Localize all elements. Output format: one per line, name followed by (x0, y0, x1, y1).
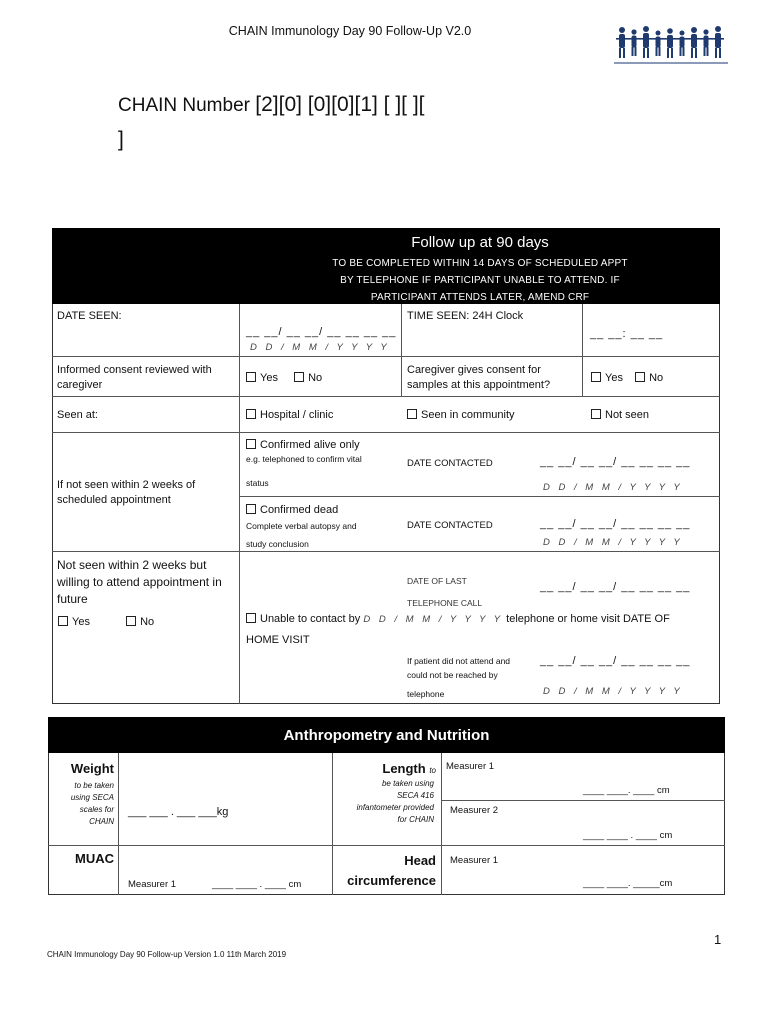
option-label: Confirmed alive only (260, 439, 360, 451)
date-seen-label: DATE SEEN: (57, 310, 122, 322)
column-divider (401, 304, 402, 396)
confirmed-dead-option (246, 503, 338, 518)
date-contacted-field[interactable]: __ __/ __ __/ __ __ __ __ (540, 456, 691, 468)
willing-options (58, 615, 154, 630)
length-measurer-1-field[interactable]: ____ ____. ____ cm (583, 785, 670, 796)
length-measurer-1-label: Measurer 1 (446, 761, 495, 772)
checkbox[interactable] (591, 372, 601, 382)
seen-at-label: Seen at: (57, 409, 98, 421)
confirmed-dead-note: study conclusion (246, 539, 309, 549)
muac-field[interactable]: ____ ____ . ____ cm (212, 879, 302, 890)
date-format-hint: D D / M M / Y Y Y Y (543, 686, 683, 697)
muac-label: MUAC (75, 851, 114, 866)
column-divider (239, 304, 240, 704)
length-note (334, 778, 434, 826)
caregiver-consent-options (591, 371, 663, 386)
document-header-title: CHAIN Immunology Day 90 Follow-Up V2.0 (228, 24, 472, 38)
willing-label: Not seen within 2 weeks but willing to attend appointment in future (57, 558, 222, 606)
length-measurer-2-label: Measurer 2 (450, 805, 499, 816)
did-not-attend-note: could not be reached by (407, 670, 498, 680)
option-label-cont: telephone or home visit DATE OF (506, 613, 670, 625)
did-not-attend-note: If patient did not attend and (407, 656, 511, 666)
no-option-label: No (308, 372, 323, 384)
date-format-hint: D D / M M / Y Y Y Y (250, 342, 390, 353)
chain-number-label: CHAIN Number (118, 95, 250, 116)
row-divider (52, 551, 720, 552)
row-divider (48, 845, 725, 846)
option-label: Unable to contact by (260, 613, 361, 625)
option-label: Hospital / clinic (260, 409, 334, 421)
note-line: to be taken (74, 781, 114, 790)
chain-number-value[interactable]: [2][0] [0][0][1] [ ][ ][ (255, 93, 425, 116)
confirmed-alive-option (246, 438, 360, 453)
page-number: 1 (714, 932, 722, 947)
date-seen-field[interactable]: __ __/ __ __/ __ __ __ __ (246, 326, 397, 338)
date-contacted-field[interactable]: __ __/ __ __/ __ __ __ __ (540, 518, 691, 530)
note-line: infantometer provided (356, 803, 434, 812)
date-format-hint: D D / M M / Y Y Y Y (543, 482, 683, 493)
row-divider (441, 800, 725, 801)
row-divider (52, 396, 720, 397)
checkbox[interactable] (591, 409, 601, 419)
checkbox[interactable] (246, 439, 256, 449)
checkbox[interactable] (246, 409, 256, 419)
weight-note (48, 780, 114, 828)
row-divider (52, 356, 720, 357)
checkbox[interactable] (246, 613, 256, 623)
weight-label: Weight (70, 761, 114, 776)
weight-field[interactable]: ___ ___ . ___ ___kg (128, 806, 229, 818)
column-divider (582, 304, 583, 396)
column-divider (332, 753, 333, 895)
date-format-hint: D D / M M / Y Y Y Y (543, 537, 683, 548)
length-label (334, 761, 436, 776)
confirmed-alive-note: status (246, 478, 269, 488)
checkbox[interactable] (126, 616, 136, 626)
time-seen-label: TIME SEEN: 24H Clock (407, 310, 524, 322)
not-seen-label: If not seen within 2 weeks of scheduled appointment (57, 479, 196, 506)
followup-subtitle (240, 255, 720, 306)
subtitle-line: BY TELEPHONE IF PARTICIPANT UNABLE TO ATTEND. IF (340, 275, 620, 286)
time-seen-field[interactable]: __ __: __ __ (590, 328, 664, 340)
note-line: be taken using (381, 779, 434, 788)
note-line: SECA 416 (396, 791, 434, 800)
subtitle-line: PARTICIPANT ATTENDS LATER, AMEND CRF (370, 292, 590, 303)
yes-option-label: Yes (72, 616, 90, 628)
date-contacted-label: DATE CONTACTED (407, 458, 493, 469)
head-measurer-label: Measurer 1 (450, 855, 499, 866)
home-visit-date-field[interactable]: __ __/ __ __/ __ __ __ __ (540, 655, 691, 667)
checkbox[interactable] (294, 372, 304, 382)
note-line: CHAIN (89, 817, 114, 826)
column-divider (118, 753, 119, 895)
anthropometry-title: Anthropometry and Nutrition (283, 727, 490, 744)
length-label-text: Length (382, 761, 426, 776)
note-line: using SECA (70, 793, 114, 802)
no-option-label: No (649, 372, 664, 384)
muac-measurer-label: Measurer 1 (128, 879, 177, 890)
note-line: for CHAIN (397, 815, 434, 824)
option-label: Confirmed dead (260, 504, 339, 516)
did-not-attend-note: telephone (407, 689, 445, 699)
length-measurer-2-field[interactable]: ____ ____ . ____ cm (583, 830, 673, 841)
option-label: Not seen (605, 409, 650, 421)
note-line: scales for (79, 805, 114, 814)
checkbox[interactable] (246, 504, 256, 514)
consent-label: Informed consent reviewed with caregiver (57, 364, 212, 391)
head-label: Head (404, 853, 436, 868)
head-field[interactable]: ____ ____. _____cm (583, 878, 673, 889)
not-seen-option (591, 408, 649, 423)
row-divider (239, 496, 720, 497)
footer-text: CHAIN Immunology Day 90 Follow-up Version 1.0 11th March 2019 (47, 950, 287, 959)
date-contacted-label: DATE CONTACTED (407, 520, 493, 531)
confirmed-dead-note: Complete verbal autopsy and (246, 521, 357, 531)
date-last-call-label: DATE OF LAST (407, 576, 467, 586)
seen-hospital-option (246, 408, 333, 423)
option-label: Seen in community (421, 409, 515, 421)
date-format-hint: D D / M M / Y Y Y Y (363, 614, 504, 625)
subtitle-line: TO BE COMPLETED WITHIN 14 DAYS OF SCHEDULED APPT (332, 258, 628, 269)
checkbox[interactable] (635, 372, 645, 382)
yes-option-label: Yes (260, 372, 278, 384)
checkbox[interactable] (58, 616, 68, 626)
no-option-label: No (140, 616, 155, 628)
followup-title: Follow up at 90 days (411, 234, 549, 251)
chain-network-logo (612, 22, 730, 68)
confirmed-alive-note: e.g. telephoned to confirm vital (246, 454, 362, 464)
checkbox[interactable] (407, 409, 417, 419)
yes-option-label: Yes (605, 372, 623, 384)
length-to: to (429, 766, 436, 775)
caregiver-consent-label: Caregiver gives consent for samples at this appointment? (407, 364, 551, 391)
head-label-2: circumference (347, 873, 436, 888)
seen-community-option (407, 408, 515, 423)
unable-contact-option (246, 612, 720, 627)
column-divider (441, 753, 442, 895)
band-divider (239, 228, 240, 304)
checkbox[interactable] (246, 372, 256, 382)
consent-options (246, 371, 322, 386)
home-visit-label: HOME VISIT (246, 634, 310, 646)
chain-number (118, 88, 548, 158)
date-last-call-label: TELEPHONE CALL (407, 598, 483, 608)
chain-number-end: ] (118, 128, 124, 151)
date-last-call-field[interactable]: __ __/ __ __/ __ __ __ __ (540, 581, 691, 593)
row-divider (52, 432, 720, 433)
